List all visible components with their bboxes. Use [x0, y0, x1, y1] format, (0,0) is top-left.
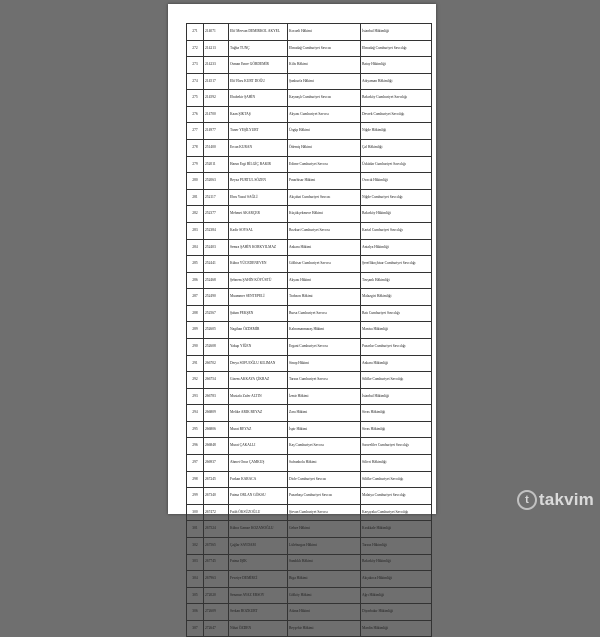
registry-id-cell: 267745 — [204, 554, 229, 571]
new-post-cell: Elmadağ Cumhuriyet Savcılığı — [361, 40, 432, 57]
registry-id-cell: 252605 — [204, 322, 229, 339]
table-row — [187, 156, 432, 173]
person-name-cell: Ahmet Onur ÇAMKUŞ — [229, 455, 288, 472]
table-row — [187, 620, 432, 637]
person-name-cell: Kadir SOYSAL — [229, 222, 288, 239]
row-number-cell: 284 — [187, 239, 204, 256]
current-post-cell: Ödemiş Hâkimi — [288, 140, 361, 157]
person-name-cell: Murat ÇAKALLI — [229, 438, 288, 455]
registry-id-cell: 272609 — [204, 604, 229, 621]
person-name-cell: Kübra YÜCEDENEVEN — [229, 256, 288, 273]
registry-id-cell: 251400 — [204, 140, 229, 157]
new-post-cell: Tavşanlı Hâkimliği — [361, 272, 432, 289]
table-row — [187, 455, 432, 472]
person-name-cell: Şaban PEKŞEN — [229, 305, 288, 322]
current-post-cell: Gölköy Hâkimi — [288, 587, 361, 604]
table-row — [187, 537, 432, 554]
row-number-cell: 282 — [187, 206, 204, 223]
current-post-cell: Kaynaşlı Cumhuriyet Savcısı — [288, 90, 361, 107]
new-post-cell: Sivas Hâkimliği — [361, 405, 432, 422]
new-post-cell: Çal Hâkimliği — [361, 140, 432, 157]
registry-id-cell: 214517 — [204, 73, 229, 90]
registry-id-cell: 252117 — [204, 189, 229, 206]
current-post-cell: Bozkurt Cumhuriyet Savcısı — [288, 222, 361, 239]
new-post-cell: Kartal Cumhuriyet Savcılığı — [361, 222, 432, 239]
current-post-cell: Safranbolu Hâkimi — [288, 455, 361, 472]
row-number-cell: 290 — [187, 338, 204, 355]
person-name-cell: Elif Ebru KURT DOĞU — [229, 73, 288, 90]
row-number-cell: 292 — [187, 372, 204, 389]
person-name-cell: Kübra Gamze KOZANOĞLU — [229, 521, 288, 538]
person-name-cell: Melike ARIK BEYAZ — [229, 405, 288, 422]
current-post-cell: Pazarbaşı Cumhuriyet Savcısı — [288, 488, 361, 505]
new-post-cell: Kırıkkale Hâkimliği — [361, 521, 432, 538]
registry-id-cell: 272647 — [204, 620, 229, 637]
current-post-cell: Şanlıurfa Hâkimi — [288, 73, 361, 90]
current-post-cell: Gölhisar Cumhuriyet Savcısı — [288, 256, 361, 273]
new-post-cell: Silivri Hâkimliği — [361, 455, 432, 472]
person-name-cell: Nagihan ÖZDEMİR — [229, 322, 288, 339]
person-name-cell: Fatma IŞIK — [229, 554, 288, 571]
row-number-cell: 274 — [187, 73, 204, 90]
registry-id-cell: 252441 — [204, 256, 229, 273]
person-name-cell: Senanur AYAZ ERSOY — [229, 587, 288, 604]
registry-id-cell: 267524 — [204, 521, 229, 538]
new-post-cell: Adıyaman Hâkimliği — [361, 73, 432, 90]
current-post-cell: Kocaeli Hâkimi — [288, 24, 361, 41]
current-post-cell: Gebze Hâkimi — [288, 521, 361, 538]
person-name-cell: Osman Emre GÖRDEMİR — [229, 57, 288, 74]
person-name-cell: Semra ŞAHİN KORKYILMAZ — [229, 239, 288, 256]
person-name-cell: Furkan KARACA — [229, 471, 288, 488]
table-row — [187, 40, 432, 57]
current-post-cell: Ürgüp Hâkimi — [288, 123, 361, 140]
person-name-cell: Serkan BOZKURT — [229, 604, 288, 621]
table-row — [187, 189, 432, 206]
row-number-cell: 305 — [187, 587, 204, 604]
row-number-cell: 297 — [187, 455, 204, 472]
new-post-cell: Tarsus Hâkimliği — [361, 537, 432, 554]
person-name-cell: Ebru Yusuf SAĞLİ — [229, 189, 288, 206]
new-post-cell: Batı Cumhuriyet Savcılığı — [361, 305, 432, 322]
table-row — [187, 123, 432, 140]
current-post-cell: Dicle Cumhuriyet Savcısı — [288, 471, 361, 488]
row-number-cell: 281 — [187, 189, 204, 206]
table-row — [187, 521, 432, 538]
table-row — [187, 554, 432, 571]
table-row — [187, 571, 432, 588]
new-post-cell: Bakırköy Cumhuriyet Savcılığı — [361, 90, 432, 107]
row-number-cell: 286 — [187, 272, 204, 289]
row-number-cell: 280 — [187, 173, 204, 190]
registry-id-cell: 252377 — [204, 206, 229, 223]
person-name-cell: Tuner YEŞİLYURT — [229, 123, 288, 140]
table-row — [187, 338, 432, 355]
row-number-cell: 279 — [187, 156, 204, 173]
current-post-cell: Trabzon Hâkimi — [288, 289, 361, 306]
row-number-cell: 293 — [187, 388, 204, 405]
registry-id-cell: 267472 — [204, 504, 229, 521]
new-post-cell: Malatya Cumhuriyet Savcılığı — [361, 488, 432, 505]
new-post-cell: Üsküdar Cumhuriyet Savcılığı — [361, 156, 432, 173]
row-number-cell: 272 — [187, 40, 204, 57]
registry-id-cell: 267245 — [204, 471, 229, 488]
new-post-cell: Ağrı Hâkimliği — [361, 587, 432, 604]
assignment-table-body — [187, 24, 432, 637]
row-number-cell: 275 — [187, 90, 204, 107]
person-name-cell: Derya SOFUOĞLU KILIMAN — [229, 355, 288, 372]
current-post-cell: Pınarhisar Hâkimi — [288, 173, 361, 190]
registry-id-cell: 214977 — [204, 123, 229, 140]
registry-id-cell: 214592 — [204, 90, 229, 107]
registry-id-cell: 266937 — [204, 455, 229, 472]
person-name-cell: Fevziye DEMİRCİ — [229, 571, 288, 588]
person-name-cell: Çağlar SAYDAM — [229, 537, 288, 554]
current-post-cell: Kilis Hâkimi — [288, 57, 361, 74]
registry-id-cell: 266754 — [204, 372, 229, 389]
table-row — [187, 239, 432, 256]
registry-id-cell: 266809 — [204, 405, 229, 422]
assignment-table — [186, 23, 432, 637]
current-post-cell: Kahramanmaraş Hâkimi — [288, 322, 361, 339]
registry-id-cell: 252011 — [204, 156, 229, 173]
current-post-cell: Adana Hâkimi — [288, 604, 361, 621]
new-post-cell: Silifke Cumhuriyet Savcılığı — [361, 471, 432, 488]
current-post-cell: Edirne Cumhuriyet Savcısı — [288, 156, 361, 173]
brand-logo-letter: t — [525, 494, 529, 506]
registry-id-cell: 266806 — [204, 421, 229, 438]
row-number-cell: 287 — [187, 289, 204, 306]
brand-logo-icon — [517, 490, 537, 510]
person-name-cell: Ercan KURAN — [229, 140, 288, 157]
current-post-cell: Lüleburgaz Hâkimi — [288, 537, 361, 554]
person-name-cell: Harun Ergi BİLGİÇ BAKIR — [229, 156, 288, 173]
new-post-cell: Manisa Hâkimliği — [361, 322, 432, 339]
table-row — [187, 421, 432, 438]
current-post-cell: İspir Hâkimi — [288, 421, 361, 438]
row-number-cell: 298 — [187, 471, 204, 488]
new-post-cell: Bakırköy Hâkimliği — [361, 554, 432, 571]
registry-id-cell: 214233 — [204, 57, 229, 74]
current-post-cell: Kaş Cumhuriyet Savcısı — [288, 438, 361, 455]
registry-id-cell: 252608 — [204, 338, 229, 355]
new-post-cell: Niğde Cumhuriyet Savcılığı — [361, 189, 432, 206]
current-post-cell: Küçükçekmece Hâkimi — [288, 206, 361, 223]
table-row — [187, 272, 432, 289]
new-post-cell: Niğde Hâkimliği — [361, 123, 432, 140]
row-number-cell: 294 — [187, 405, 204, 422]
row-number-cell: 288 — [187, 305, 204, 322]
table-row — [187, 90, 432, 107]
table-row — [187, 106, 432, 123]
row-number-cell: 301 — [187, 521, 204, 538]
row-number-cell: 291 — [187, 355, 204, 372]
registry-id-cell: 266783 — [204, 388, 229, 405]
row-number-cell: 295 — [187, 421, 204, 438]
new-post-cell: Antalya Hâkimliği — [361, 239, 432, 256]
row-number-cell: 278 — [187, 140, 204, 157]
current-post-cell: İzmir Hâkimi — [288, 388, 361, 405]
new-post-cell: Devrek Cumhuriyet Savcılığı — [361, 106, 432, 123]
new-post-cell: Sivas Hâkimliği — [361, 421, 432, 438]
current-post-cell: Şirvan Cumhuriyet Savcısı — [288, 504, 361, 521]
current-post-cell: Biga Hâkimi — [288, 571, 361, 588]
person-name-cell: Fatih ÖKSÜZOĞLU — [229, 504, 288, 521]
new-post-cell: İstanbul Hâkimliği — [361, 24, 432, 41]
person-name-cell: Ebubekir ŞAHİN — [229, 90, 288, 107]
row-number-cell: 306 — [187, 604, 204, 621]
table-row — [187, 322, 432, 339]
new-post-cell: İstanbul Hâkimliği — [361, 388, 432, 405]
registry-id-cell: 252468 — [204, 272, 229, 289]
table-row — [187, 305, 432, 322]
row-number-cell: 271 — [187, 24, 204, 41]
table-row — [187, 57, 432, 74]
new-post-cell: Karşıyaka Cumhuriyet Savcılığı — [361, 504, 432, 521]
table-row — [187, 504, 432, 521]
person-name-cell: Mehmet AKARÇER — [229, 206, 288, 223]
registry-id-cell: 252403 — [204, 239, 229, 256]
new-post-cell: Pazarlar Cumhuriyet Savcılığı — [361, 338, 432, 355]
new-post-cell: Diyarbakır Hâkimliği — [361, 604, 432, 621]
person-name-cell: Fatma ORLAN GÖKSU — [229, 488, 288, 505]
person-name-cell: Tuğba TUNÇ — [229, 40, 288, 57]
registry-id-cell: 266702 — [204, 355, 229, 372]
row-number-cell: 289 — [187, 322, 204, 339]
table-row — [187, 173, 432, 190]
new-post-cell: Malazgirt Hâkimliği — [361, 289, 432, 306]
current-post-cell: Sandıklı Hâkimi — [288, 554, 361, 571]
table-row — [187, 73, 432, 90]
person-name-cell: Mustafa Zafer ALTIN — [229, 388, 288, 405]
registry-id-cell: 252384 — [204, 222, 229, 239]
current-post-cell: Elmadağ Cumhuriyet Savcısı — [288, 40, 361, 57]
new-post-cell: Akçakoca Hâkimliği — [361, 571, 432, 588]
person-name-cell: Şebnem ŞAHİN KÖYÜSTÜ — [229, 272, 288, 289]
row-number-cell: 304 — [187, 571, 204, 588]
row-number-cell: 273 — [187, 57, 204, 74]
brand-name: takvim — [538, 490, 594, 509]
registry-id-cell: 267963 — [204, 571, 229, 588]
table-row — [187, 289, 432, 306]
row-number-cell: 299 — [187, 488, 204, 505]
person-name-cell: Murat BEYAZ — [229, 421, 288, 438]
current-post-cell: Akyazı Hâkimi — [288, 272, 361, 289]
row-number-cell: 296 — [187, 438, 204, 455]
table-row — [187, 405, 432, 422]
row-number-cell: 302 — [187, 537, 204, 554]
row-number-cell: 285 — [187, 256, 204, 273]
table-row — [187, 438, 432, 455]
row-number-cell: 307 — [187, 620, 204, 637]
row-number-cell: 277 — [187, 123, 204, 140]
new-post-cell: Ovacık Hâkimliği — [361, 173, 432, 190]
table-row — [187, 587, 432, 604]
table-row — [187, 488, 432, 505]
table-row — [187, 206, 432, 223]
brand-watermark — [517, 490, 594, 510]
person-name-cell: Elif Mervan DEMIRKOL AKYEL — [229, 24, 288, 41]
table-row — [187, 256, 432, 273]
table-row — [187, 604, 432, 621]
registry-id-cell: 252490 — [204, 289, 229, 306]
person-name-cell: Beyza PURTUL SÖZEN — [229, 173, 288, 190]
current-post-cell: Ankara Hâkimi — [288, 239, 361, 256]
new-post-cell: Ankara Hâkimliği — [361, 355, 432, 372]
row-number-cell: 300 — [187, 504, 204, 521]
table-row — [187, 222, 432, 239]
current-post-cell: Ergani Cumhuriyet Savcısı — [288, 338, 361, 355]
table-row — [187, 355, 432, 372]
table-row — [187, 388, 432, 405]
new-post-cell: Şereflikoçhisar Cumhuriyet Savcılığı — [361, 256, 432, 273]
new-post-cell: Mardin Hâkimliği — [361, 620, 432, 637]
person-name-cell: Gizem AKKAYA ÇİKRAZ — [229, 372, 288, 389]
person-name-cell: Yakup YİĞEN — [229, 338, 288, 355]
registry-id-cell: 272020 — [204, 587, 229, 604]
current-post-cell: Tarsus Cumhuriyet Savcısı — [288, 372, 361, 389]
table-row — [187, 24, 432, 41]
person-name-cell: Kaan ŞIKTAŞ — [229, 106, 288, 123]
registry-id-cell: 267565 — [204, 537, 229, 554]
registry-id-cell: 252567 — [204, 305, 229, 322]
new-post-cell: Silifke Cumhuriyet Savcılığı — [361, 372, 432, 389]
table-row — [187, 140, 432, 157]
registry-id-cell: 214071 — [204, 24, 229, 41]
current-post-cell: Akyazı Cumhuriyet Savcısı — [288, 106, 361, 123]
row-number-cell: 276 — [187, 106, 204, 123]
row-number-cell: 303 — [187, 554, 204, 571]
document-page — [168, 4, 436, 630]
current-post-cell: Beyşehir Hâkimi — [288, 620, 361, 637]
current-post-cell: Bursa Cumhuriyet Savcısı — [288, 305, 361, 322]
registry-id-cell: 214700 — [204, 106, 229, 123]
person-name-cell: Nihat ÖZDEN — [229, 620, 288, 637]
registry-id-cell: 214213 — [204, 40, 229, 57]
row-number-cell: 283 — [187, 222, 204, 239]
table-row — [187, 471, 432, 488]
registry-id-cell: 267340 — [204, 488, 229, 505]
new-post-cell: Bakırköy Hâkimliği — [361, 206, 432, 223]
current-post-cell: Zara Hâkimi — [288, 405, 361, 422]
current-post-cell: Akçabat Cumhuriyet Savcısı — [288, 189, 361, 206]
registry-id-cell: 266848 — [204, 438, 229, 455]
table-row — [187, 372, 432, 389]
new-post-cell: Sarıveliler Cumhuriyet Savcılığı — [361, 438, 432, 455]
new-post-cell: Batay Hâkimliği — [361, 57, 432, 74]
person-name-cell: Muammer SENTEPELİ — [229, 289, 288, 306]
registry-id-cell: 252063 — [204, 173, 229, 190]
current-post-cell: Sinop Hâkimi — [288, 355, 361, 372]
